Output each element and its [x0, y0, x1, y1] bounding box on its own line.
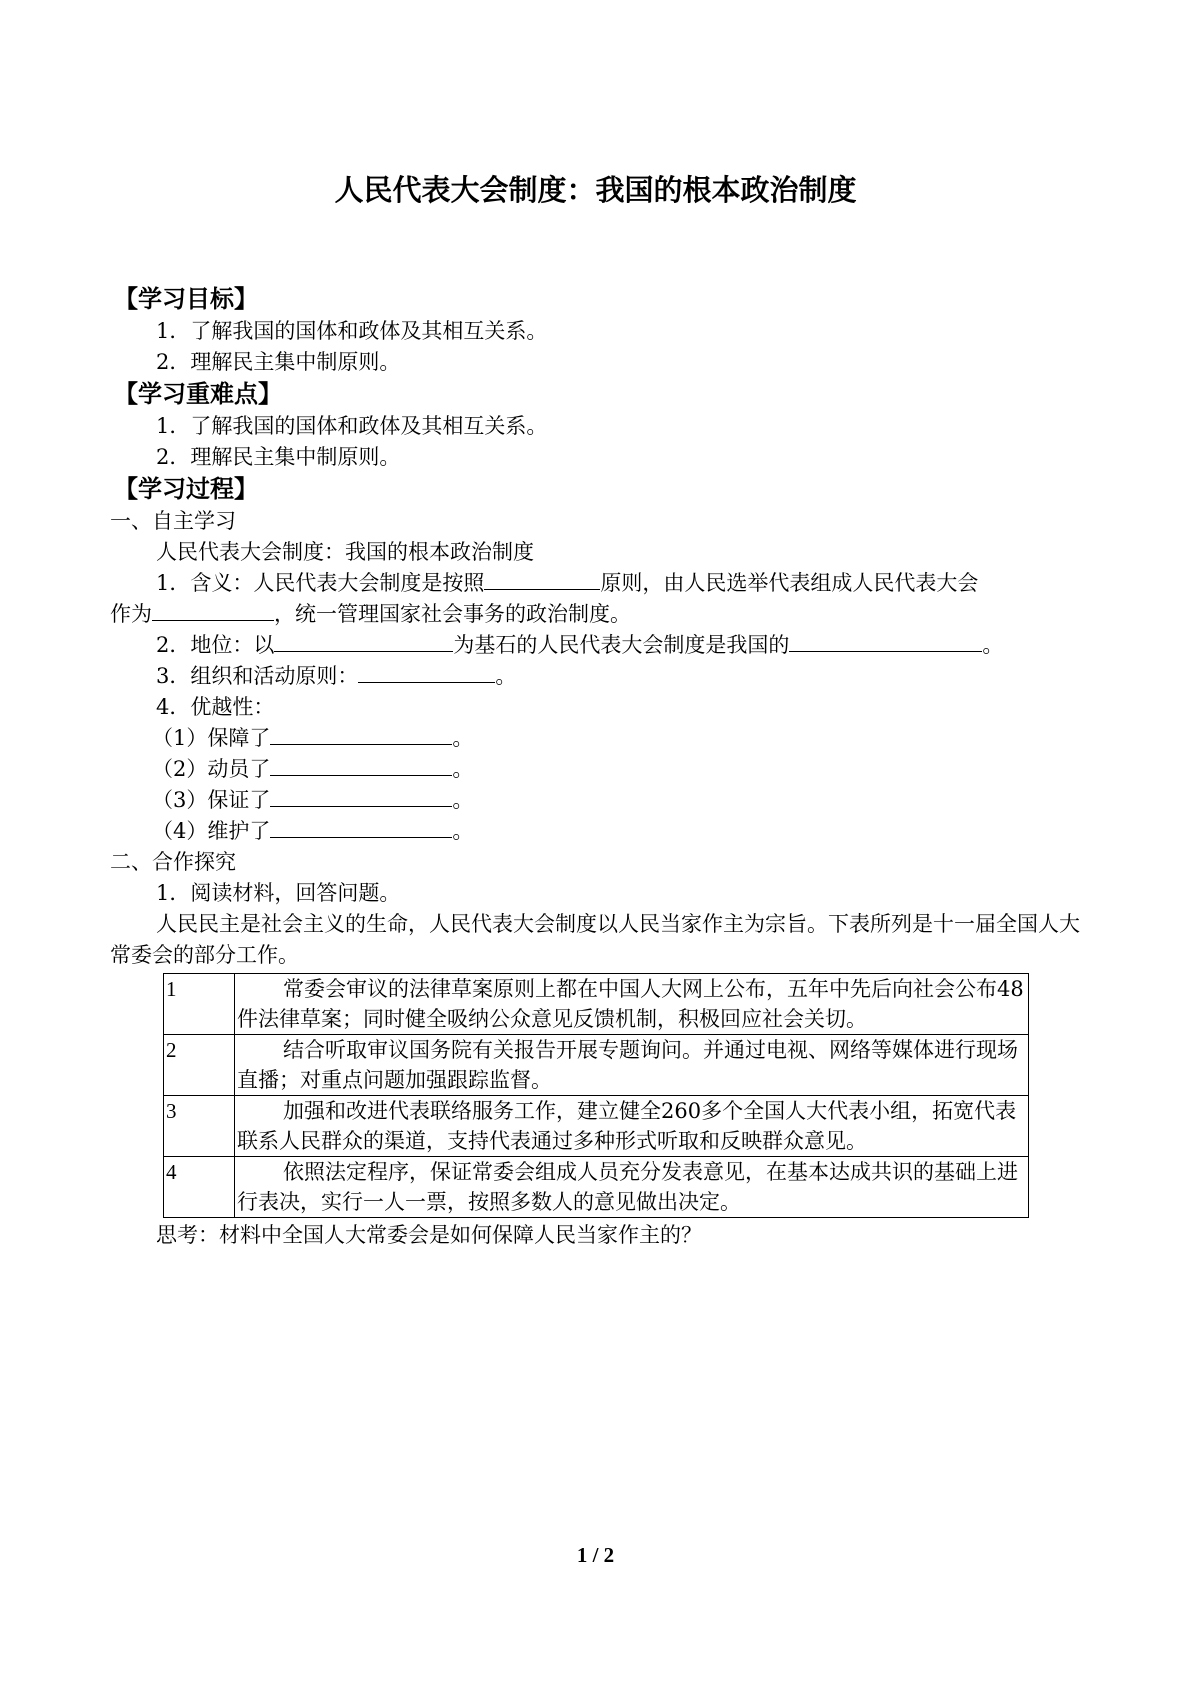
fill-blank[interactable] [270, 786, 452, 807]
document-body [110, 283, 1090, 1251]
goals-heading: 【学习目标】 [114, 285, 258, 313]
fill-blank[interactable] [358, 662, 495, 683]
advantage-label: （3）保证了 [152, 788, 271, 812]
advantage-item [110, 816, 1090, 847]
row-number: 2 [164, 1035, 235, 1096]
table-row [164, 1035, 1029, 1096]
advantage-item [110, 785, 1090, 816]
key-point-item: 1．了解我国的国体和政体及其相互关系。 [156, 414, 548, 438]
fill-blank[interactable] [270, 724, 452, 745]
period: 。 [452, 726, 474, 750]
fill-blank[interactable] [152, 600, 274, 621]
row-number: 4 [164, 1157, 235, 1218]
question-1-line-2 [110, 599, 1090, 630]
period: 。 [452, 788, 474, 812]
question-1-line-1 [110, 568, 1090, 599]
row-number: 1 [164, 974, 235, 1035]
q1-text-c: 作为 [110, 602, 152, 626]
key-point-item: 2．理解民主集中制原则。 [156, 445, 401, 469]
think-question: 思考：材料中全国人大常委会是如何保障人民当家作主的？ [156, 1223, 702, 1247]
coop-intro: 人民民主是社会主义的生命，人民代表大会制度以人民当家作主为宗旨。下表所列是十一届全国人大常委会的部分工作。 [110, 912, 1080, 967]
question-4: 4．优越性： [156, 695, 275, 719]
advantage-label: （1）保障了 [152, 726, 271, 750]
table-row [164, 974, 1029, 1035]
period: 。 [452, 819, 474, 843]
fill-blank[interactable] [484, 569, 600, 590]
row-text: 加强和改进代表联络服务工作，建立健全260多个全国人大代表小组，拓宽代表联系人民群众的渠道，支持代表通过多种形式听取和反映群众意见。 [235, 1096, 1029, 1157]
period: 。 [452, 757, 474, 781]
process-heading: 【学习过程】 [114, 475, 258, 503]
table-row [164, 1096, 1029, 1157]
q1-text-a: 1．含义：人民代表大会制度是按照 [156, 571, 485, 595]
q3-text-b: 。 [495, 664, 517, 688]
row-text: 结合听取审议国务院有关报告开展专题询问。并通过电视、网络等媒体进行现场直播；对重点问题加强跟踪监督。 [235, 1035, 1029, 1096]
key-points-heading: 【学习重难点】 [114, 380, 282, 408]
self-study-heading: 一、自主学习 [110, 509, 236, 533]
self-study-subtitle: 人民代表大会制度：我国的根本政治制度 [156, 540, 534, 564]
fill-blank[interactable] [270, 817, 452, 838]
question-2 [110, 630, 1090, 661]
table-row [164, 1157, 1029, 1218]
question-3 [110, 661, 1090, 692]
page-number: 1 / 2 [576, 1543, 615, 1567]
fill-blank[interactable] [274, 631, 453, 652]
q2-text-a: 2．地位：以 [156, 633, 275, 657]
q2-text-b: 为基石的人民代表大会制度是我国的 [453, 633, 790, 657]
goal-item: 1．了解我国的国体和政体及其相互关系。 [156, 319, 548, 343]
advantage-label: （4）维护了 [152, 819, 271, 843]
row-number: 3 [164, 1096, 235, 1157]
q3-text-a: 3．组织和活动原则： [156, 664, 359, 688]
fill-blank[interactable] [270, 755, 452, 776]
coop-question-1: 1．阅读材料，回答问题。 [156, 881, 401, 905]
row-text: 依照法定程序，保证常委会组成人员充分发表意见，在基本达成共识的基础上进行表决，实行一人一票，按照多数人的意见做出决定。 [235, 1157, 1029, 1218]
advantage-item [110, 723, 1090, 754]
fill-blank[interactable] [789, 631, 982, 652]
q1-text-b: 原则，由人民选举代表组成人民代表大会 [600, 571, 979, 595]
row-text: 常委会审议的法律草案原则上都在中国人大网上公布，五年中先后向社会公布48件法律草案；同时健全吸纳公众意见反馈机制，积极回应社会关切。 [235, 974, 1029, 1035]
q1-text-d: ，统一管理国家社会事务的政治制度。 [274, 602, 631, 626]
coop-heading: 二、合作探究 [110, 850, 236, 874]
material-table [163, 973, 1029, 1218]
q2-text-c: 。 [982, 633, 1004, 657]
page-title: 人民代表大会制度：我国的根本政治制度 [334, 173, 857, 207]
advantage-label: （2）动员了 [152, 757, 271, 781]
goal-item: 2．理解民主集中制原则。 [156, 350, 401, 374]
advantage-item [110, 754, 1090, 785]
